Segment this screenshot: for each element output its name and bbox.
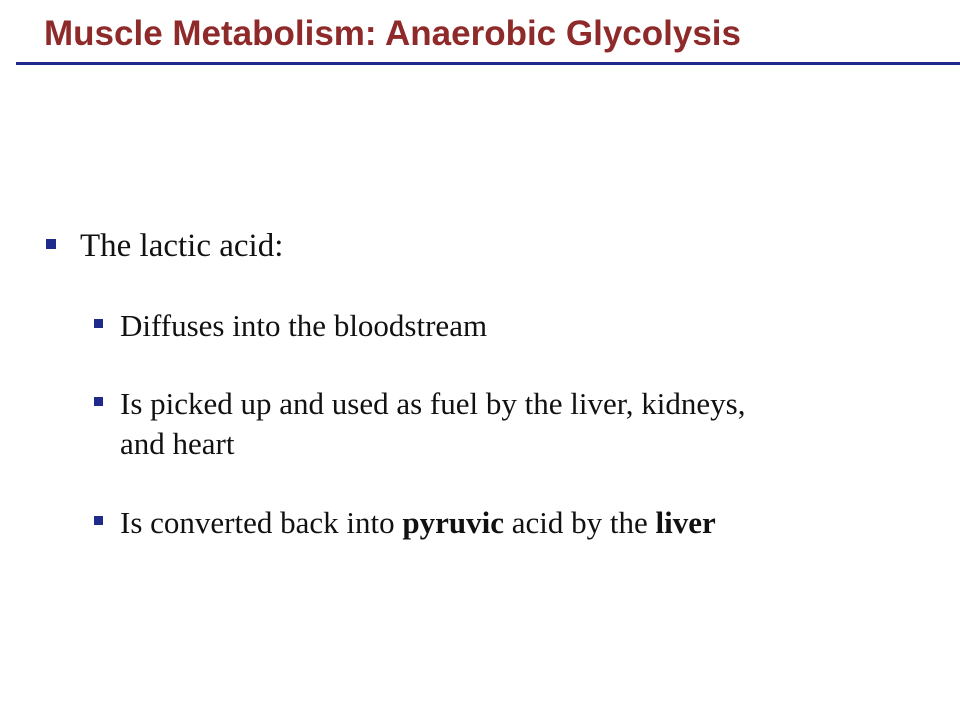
sub-bullet-2-text xyxy=(120,384,746,464)
slide-title: Muscle Metabolism: Anaerobic Glycolysis xyxy=(44,14,741,53)
sub-bullet-2-line2: and heart xyxy=(120,426,235,461)
square-bullet-icon xyxy=(94,516,103,525)
sub-bullet-2-line1: Is picked up and used as fuel by the liver, kidneys, xyxy=(120,386,746,421)
sub-bullet-3-text xyxy=(120,503,716,543)
square-bullet-icon xyxy=(94,397,103,406)
bullet-main-text: The lactic acid: xyxy=(80,228,284,264)
square-bullet-icon xyxy=(46,239,56,249)
sub-bullet-1-text: Diffuses into the bloodstream xyxy=(120,308,488,343)
title-underline xyxy=(16,62,960,65)
sub-bullet-3-part1: Is converted back into xyxy=(120,505,403,540)
emphasis-pyruvic: pyruvic xyxy=(402,505,504,540)
square-bullet-icon xyxy=(94,319,103,328)
emphasis-liver: liver xyxy=(655,505,716,540)
sub-bullet-3-part2: acid by the xyxy=(503,505,656,540)
